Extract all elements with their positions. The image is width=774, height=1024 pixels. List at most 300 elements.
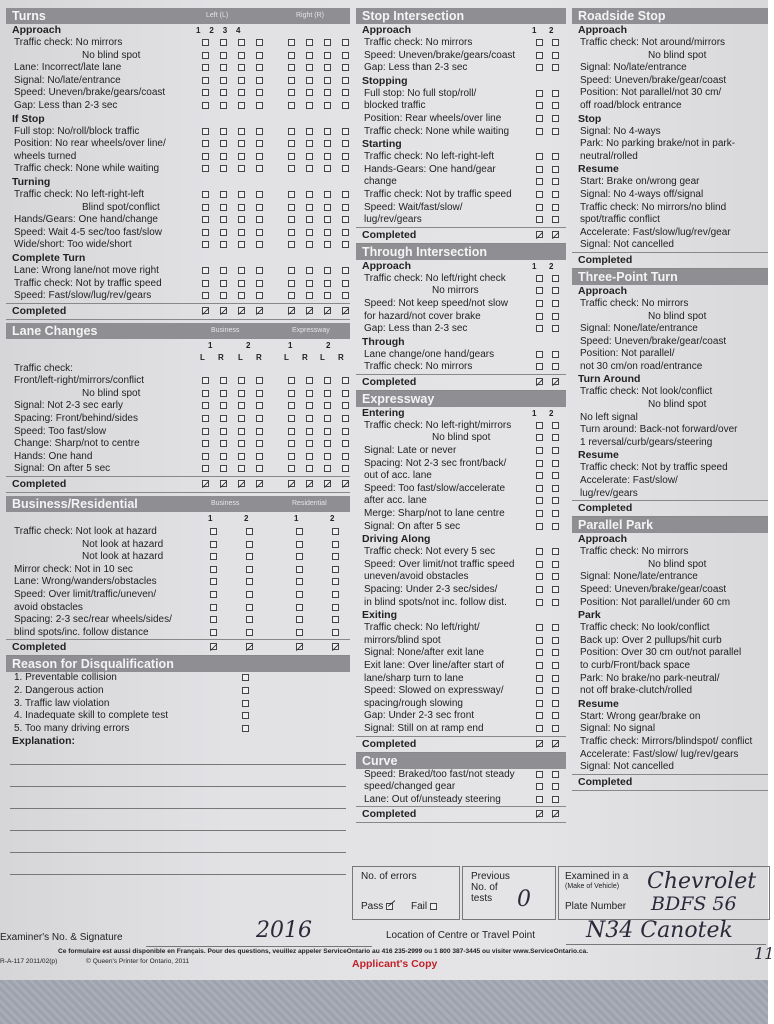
checkbox[interactable] [246, 604, 253, 611]
checkbox[interactable] [306, 102, 313, 109]
checkbox[interactable] [220, 153, 227, 160]
checkbox[interactable] [536, 725, 543, 732]
checkbox[interactable] [536, 191, 543, 198]
checkbox[interactable] [552, 649, 559, 656]
checkbox[interactable] [552, 191, 559, 198]
checkbox[interactable] [238, 89, 245, 96]
checkbox[interactable] [342, 465, 349, 472]
checkbox[interactable] [342, 241, 349, 248]
checkbox[interactable] [246, 578, 253, 585]
checkbox[interactable] [288, 229, 295, 236]
checkbox[interactable] [324, 77, 331, 84]
checkbox[interactable] [342, 165, 349, 172]
checkbox[interactable] [552, 64, 559, 71]
checkbox[interactable] [536, 573, 543, 580]
checkbox[interactable] [324, 204, 331, 211]
checkbox[interactable] [306, 453, 313, 460]
checkbox[interactable] [288, 39, 295, 46]
checkbox[interactable] [210, 629, 217, 636]
checkbox[interactable] [256, 292, 263, 299]
checkbox[interactable] [256, 465, 263, 472]
checkbox[interactable] [536, 287, 543, 294]
checkbox[interactable] [306, 280, 313, 287]
checkbox[interactable] [324, 440, 331, 447]
checkbox[interactable] [288, 402, 295, 409]
checkbox[interactable] [306, 440, 313, 447]
checkbox[interactable] [342, 402, 349, 409]
checkbox[interactable] [536, 700, 543, 707]
checkbox[interactable] [288, 390, 295, 397]
checkbox[interactable] [288, 204, 295, 211]
checkbox[interactable] [536, 216, 543, 223]
checkbox[interactable] [332, 591, 339, 598]
checkbox[interactable] [202, 241, 209, 248]
completed-checkbox[interactable] [536, 810, 543, 817]
checkbox[interactable] [256, 191, 263, 198]
checkbox[interactable] [296, 541, 303, 548]
checkbox[interactable] [306, 52, 313, 59]
completed-checkbox[interactable] [306, 480, 313, 487]
checkbox[interactable] [220, 465, 227, 472]
checkbox[interactable] [552, 485, 559, 492]
checkbox[interactable] [552, 624, 559, 631]
checkbox[interactable] [202, 402, 209, 409]
checkbox[interactable] [238, 229, 245, 236]
checkbox[interactable] [552, 166, 559, 173]
checkbox[interactable] [256, 280, 263, 287]
checkbox[interactable] [306, 229, 313, 236]
checkbox[interactable] [324, 89, 331, 96]
checkbox[interactable] [202, 428, 209, 435]
checkbox[interactable] [342, 440, 349, 447]
checkbox[interactable] [210, 616, 217, 623]
checkbox[interactable] [536, 586, 543, 593]
checkbox[interactable] [202, 64, 209, 71]
checkbox[interactable] [552, 363, 559, 370]
checkbox[interactable] [332, 566, 339, 573]
checkbox[interactable] [296, 578, 303, 585]
checkbox[interactable] [536, 64, 543, 71]
checkbox[interactable] [552, 573, 559, 580]
checkbox[interactable] [552, 204, 559, 211]
checkbox[interactable] [552, 771, 559, 778]
checkbox[interactable] [202, 89, 209, 96]
checkbox[interactable] [220, 402, 227, 409]
checkbox[interactable] [202, 229, 209, 236]
checkbox[interactable] [296, 553, 303, 560]
checkbox[interactable] [306, 415, 313, 422]
checkbox[interactable] [536, 523, 543, 530]
completed-checkbox[interactable] [552, 378, 559, 385]
checkbox[interactable] [202, 292, 209, 299]
checkbox[interactable] [288, 64, 295, 71]
checkbox[interactable] [324, 64, 331, 71]
checkbox[interactable] [552, 300, 559, 307]
checkbox[interactable] [288, 465, 295, 472]
checkbox[interactable] [306, 292, 313, 299]
checkbox[interactable] [536, 624, 543, 631]
checkbox[interactable] [220, 64, 227, 71]
checkbox[interactable] [306, 390, 313, 397]
checkbox[interactable] [246, 566, 253, 573]
checkbox[interactable] [552, 497, 559, 504]
checkbox[interactable] [552, 712, 559, 719]
completed-checkbox[interactable] [202, 307, 209, 314]
checkbox[interactable] [324, 140, 331, 147]
checkbox[interactable] [256, 229, 263, 236]
checkbox[interactable] [202, 216, 209, 223]
checkbox[interactable] [536, 178, 543, 185]
checkbox[interactable] [306, 402, 313, 409]
checkbox[interactable] [324, 165, 331, 172]
checkbox[interactable] [202, 153, 209, 160]
checkbox[interactable] [202, 77, 209, 84]
checkbox[interactable] [552, 178, 559, 185]
checkbox[interactable] [324, 267, 331, 274]
checkbox[interactable] [536, 115, 543, 122]
checkbox[interactable] [306, 465, 313, 472]
checkbox[interactable] [552, 90, 559, 97]
checkbox[interactable] [536, 599, 543, 606]
completed-checkbox[interactable] [552, 810, 559, 817]
checkbox[interactable] [256, 453, 263, 460]
checkbox[interactable] [324, 465, 331, 472]
checkbox[interactable] [552, 523, 559, 530]
checkbox[interactable] [202, 377, 209, 384]
checkbox[interactable] [536, 472, 543, 479]
checkbox[interactable] [256, 241, 263, 248]
completed-checkbox[interactable] [324, 480, 331, 487]
checkbox[interactable] [256, 440, 263, 447]
checkbox[interactable] [324, 415, 331, 422]
checkbox[interactable] [342, 77, 349, 84]
checkbox[interactable] [342, 64, 349, 71]
checkbox[interactable] [202, 128, 209, 135]
checkbox[interactable] [220, 102, 227, 109]
completed-checkbox[interactable] [536, 378, 543, 385]
checkbox[interactable] [552, 637, 559, 644]
checkbox[interactable] [238, 465, 245, 472]
checkbox[interactable] [342, 292, 349, 299]
completed-checkbox[interactable] [256, 480, 263, 487]
checkbox[interactable] [288, 267, 295, 274]
checkbox[interactable] [288, 77, 295, 84]
completed-checkbox[interactable] [238, 307, 245, 314]
checkbox[interactable] [306, 216, 313, 223]
checkbox[interactable] [220, 204, 227, 211]
checkbox[interactable] [288, 292, 295, 299]
checkbox[interactable] [342, 216, 349, 223]
checkbox[interactable] [256, 267, 263, 274]
checkbox[interactable] [332, 578, 339, 585]
checkbox[interactable] [202, 440, 209, 447]
checkbox[interactable] [342, 39, 349, 46]
completed-checkbox[interactable] [536, 231, 543, 238]
checkbox[interactable] [256, 415, 263, 422]
checkbox[interactable] [288, 165, 295, 172]
checkbox[interactable] [306, 165, 313, 172]
checkbox[interactable] [306, 39, 313, 46]
checkbox[interactable] [342, 415, 349, 422]
checkbox[interactable] [220, 390, 227, 397]
checkbox[interactable] [256, 39, 263, 46]
checkbox[interactable] [210, 528, 217, 535]
checkbox[interactable] [296, 629, 303, 636]
checkbox[interactable] [246, 616, 253, 623]
checkbox[interactable] [552, 275, 559, 282]
checkbox[interactable] [332, 553, 339, 560]
checkbox[interactable] [288, 453, 295, 460]
completed-checkbox[interactable] [238, 480, 245, 487]
checkbox[interactable] [238, 428, 245, 435]
checkbox[interactable] [220, 128, 227, 135]
checkbox[interactable] [220, 216, 227, 223]
checkbox[interactable] [202, 39, 209, 46]
checkbox[interactable] [288, 153, 295, 160]
checkbox[interactable] [256, 77, 263, 84]
checkbox[interactable] [324, 377, 331, 384]
completed-checkbox[interactable] [288, 307, 295, 314]
checkbox[interactable] [536, 204, 543, 211]
checkbox[interactable] [256, 153, 263, 160]
checkbox[interactable] [220, 428, 227, 435]
checkbox[interactable] [536, 363, 543, 370]
checkbox[interactable] [296, 591, 303, 598]
checkbox[interactable] [256, 140, 263, 147]
checkbox[interactable] [342, 267, 349, 274]
pass-checkbox[interactable] [386, 903, 393, 910]
checkbox[interactable] [552, 586, 559, 593]
checkbox[interactable] [552, 662, 559, 669]
checkbox[interactable] [552, 52, 559, 59]
completed-checkbox[interactable] [552, 740, 559, 747]
checkbox[interactable] [256, 390, 263, 397]
checkbox[interactable] [256, 128, 263, 135]
checkbox[interactable] [536, 771, 543, 778]
checkbox[interactable] [332, 541, 339, 548]
checkbox[interactable] [238, 377, 245, 384]
checkbox[interactable] [536, 422, 543, 429]
checkbox[interactable] [288, 216, 295, 223]
checkbox[interactable] [210, 541, 217, 548]
checkbox[interactable] [202, 465, 209, 472]
checkbox[interactable] [536, 275, 543, 282]
checkbox[interactable] [536, 300, 543, 307]
checkbox[interactable] [202, 453, 209, 460]
completed-checkbox[interactable] [306, 307, 313, 314]
checkbox[interactable] [296, 616, 303, 623]
checkbox[interactable] [306, 140, 313, 147]
checkbox[interactable] [246, 591, 253, 598]
checkbox[interactable] [552, 783, 559, 790]
checkbox[interactable] [238, 140, 245, 147]
checkbox[interactable] [552, 216, 559, 223]
checkbox[interactable] [324, 128, 331, 135]
checkbox[interactable] [536, 687, 543, 694]
checkbox[interactable] [220, 191, 227, 198]
checkbox[interactable] [220, 39, 227, 46]
checkbox[interactable] [342, 229, 349, 236]
checkbox[interactable] [202, 280, 209, 287]
checkbox[interactable] [238, 453, 245, 460]
checkbox[interactable] [238, 216, 245, 223]
checkbox[interactable] [238, 241, 245, 248]
checkbox[interactable] [536, 166, 543, 173]
completed-checkbox[interactable] [288, 480, 295, 487]
checkbox[interactable] [238, 415, 245, 422]
checkbox[interactable] [324, 292, 331, 299]
completed-checkbox[interactable] [256, 307, 263, 314]
checkbox[interactable] [552, 599, 559, 606]
checkbox[interactable] [342, 453, 349, 460]
checkbox[interactable] [288, 128, 295, 135]
checkbox[interactable] [342, 280, 349, 287]
checkbox[interactable] [256, 102, 263, 109]
checkbox[interactable] [324, 402, 331, 409]
checkbox[interactable] [306, 428, 313, 435]
checkbox[interactable] [202, 52, 209, 59]
checkbox[interactable] [256, 165, 263, 172]
checkbox[interactable] [306, 377, 313, 384]
checkbox[interactable] [342, 102, 349, 109]
completed-checkbox[interactable] [246, 643, 253, 650]
checkbox[interactable] [202, 191, 209, 198]
checkbox[interactable] [552, 510, 559, 517]
checkbox[interactable] [256, 204, 263, 211]
checkbox[interactable] [552, 115, 559, 122]
checkbox[interactable] [256, 216, 263, 223]
checkbox[interactable] [220, 267, 227, 274]
checkbox[interactable] [288, 377, 295, 384]
checkbox[interactable] [324, 191, 331, 198]
checkbox[interactable] [220, 89, 227, 96]
checkbox[interactable] [256, 52, 263, 59]
checkbox[interactable] [306, 191, 313, 198]
checkbox[interactable] [238, 280, 245, 287]
checkbox[interactable] [552, 675, 559, 682]
completed-checkbox[interactable] [324, 307, 331, 314]
checkbox[interactable] [552, 725, 559, 732]
checkbox[interactable] [242, 725, 249, 732]
checkbox[interactable] [536, 548, 543, 555]
checkbox[interactable] [324, 280, 331, 287]
checkbox[interactable] [220, 241, 227, 248]
completed-checkbox[interactable] [210, 643, 217, 650]
checkbox[interactable] [324, 453, 331, 460]
checkbox[interactable] [306, 241, 313, 248]
checkbox[interactable] [324, 153, 331, 160]
checkbox[interactable] [342, 89, 349, 96]
completed-checkbox[interactable] [220, 480, 227, 487]
checkbox[interactable] [238, 204, 245, 211]
checkbox[interactable] [288, 428, 295, 435]
checkbox[interactable] [202, 102, 209, 109]
completed-checkbox[interactable] [342, 480, 349, 487]
checkbox[interactable] [220, 229, 227, 236]
checkbox[interactable] [238, 292, 245, 299]
checkbox[interactable] [342, 153, 349, 160]
checkbox[interactable] [288, 140, 295, 147]
checkbox[interactable] [536, 460, 543, 467]
checkbox[interactable] [324, 390, 331, 397]
checkbox[interactable] [238, 102, 245, 109]
checkbox[interactable] [288, 102, 295, 109]
checkbox[interactable] [296, 566, 303, 573]
checkbox[interactable] [552, 39, 559, 46]
checkbox[interactable] [536, 649, 543, 656]
checkbox[interactable] [288, 89, 295, 96]
checkbox[interactable] [552, 548, 559, 555]
checkbox[interactable] [552, 351, 559, 358]
checkbox[interactable] [342, 377, 349, 384]
checkbox[interactable] [256, 64, 263, 71]
checkbox[interactable] [536, 447, 543, 454]
checkbox[interactable] [288, 191, 295, 198]
checkbox[interactable] [202, 390, 209, 397]
checkbox[interactable] [536, 712, 543, 719]
checkbox[interactable] [552, 102, 559, 109]
checkbox[interactable] [220, 292, 227, 299]
completed-checkbox[interactable] [342, 307, 349, 314]
checkbox[interactable] [306, 267, 313, 274]
checkbox[interactable] [342, 428, 349, 435]
checkbox[interactable] [342, 390, 349, 397]
checkbox[interactable] [552, 313, 559, 320]
completed-checkbox[interactable] [536, 740, 543, 747]
checkbox[interactable] [238, 402, 245, 409]
checkbox[interactable] [536, 313, 543, 320]
checkbox[interactable] [324, 216, 331, 223]
checkbox[interactable] [202, 204, 209, 211]
checkbox[interactable] [324, 39, 331, 46]
checkbox[interactable] [238, 52, 245, 59]
checkbox[interactable] [342, 52, 349, 59]
checkbox[interactable] [536, 434, 543, 441]
checkbox[interactable] [536, 90, 543, 97]
checkbox[interactable] [202, 165, 209, 172]
checkbox[interactable] [238, 390, 245, 397]
checkbox[interactable] [238, 267, 245, 274]
checkbox[interactable] [552, 561, 559, 568]
checkbox[interactable] [342, 191, 349, 198]
checkbox[interactable] [324, 241, 331, 248]
checkbox[interactable] [288, 280, 295, 287]
checkbox[interactable] [552, 460, 559, 467]
checkbox[interactable] [332, 616, 339, 623]
checkbox[interactable] [324, 428, 331, 435]
checkbox[interactable] [536, 561, 543, 568]
checkbox[interactable] [552, 153, 559, 160]
completed-checkbox[interactable] [552, 231, 559, 238]
checkbox[interactable] [552, 434, 559, 441]
checkbox[interactable] [256, 89, 263, 96]
checkbox[interactable] [288, 440, 295, 447]
checkbox[interactable] [220, 280, 227, 287]
checkbox[interactable] [288, 415, 295, 422]
completed-checkbox[interactable] [220, 307, 227, 314]
checkbox[interactable] [536, 325, 543, 332]
checkbox[interactable] [536, 52, 543, 59]
checkbox[interactable] [238, 39, 245, 46]
checkbox[interactable] [552, 447, 559, 454]
checkbox[interactable] [552, 687, 559, 694]
checkbox[interactable] [306, 89, 313, 96]
checkbox[interactable] [238, 165, 245, 172]
checkbox[interactable] [238, 64, 245, 71]
checkbox[interactable] [246, 541, 253, 548]
checkbox[interactable] [288, 241, 295, 248]
checkbox[interactable] [210, 578, 217, 585]
